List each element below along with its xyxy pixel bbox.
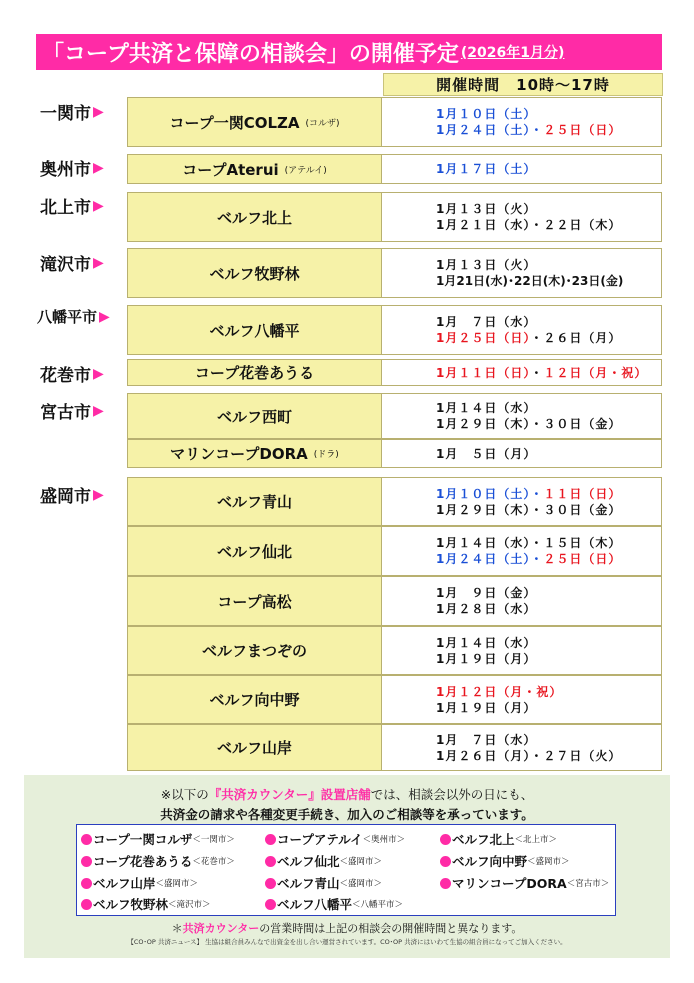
counter-shop: ベルフ青山 ＜盛岡市＞ bbox=[265, 874, 382, 892]
store-dates: 1月１４日（水）・１５日（木） 1月２４日（土）・２５日（日） bbox=[382, 526, 662, 576]
store-name: ベルフ山岸 bbox=[127, 724, 382, 771]
store-dates: 1月１１日（日）・１２日（月・祝） bbox=[382, 359, 662, 386]
store-dates: 1月１３日（火） 1月２１日（水）・２２日（木） bbox=[382, 192, 662, 242]
bullet-dot-icon bbox=[265, 834, 276, 845]
schedule-row bbox=[127, 248, 662, 298]
schedule-row bbox=[127, 439, 662, 468]
schedule-row bbox=[127, 477, 662, 526]
bullet-dot-icon bbox=[81, 899, 92, 910]
note-footer: ＊共済カウンターの営業時間は上記の相談会の開催時間と異なります。 bbox=[171, 922, 523, 935]
store-dates: 1月 ７日（水） 1月２５日（日）・２６日（月） bbox=[382, 305, 662, 355]
bullet-dot-icon bbox=[440, 856, 451, 867]
city-ichinoseki: 一関市 ▶ bbox=[40, 103, 104, 124]
store-name: コープ一関COLZA (コルザ) bbox=[127, 97, 382, 147]
schedule-row bbox=[127, 97, 662, 147]
arrow-icon: ▶ bbox=[93, 254, 104, 271]
store-dates: 1月１２日（月・祝） 1月１９日（月） bbox=[382, 675, 662, 724]
counter-shop-list bbox=[76, 824, 616, 916]
counter-shop: ベルフ向中野 ＜盛岡市＞ bbox=[440, 852, 570, 870]
bullet-dot-icon bbox=[440, 834, 451, 845]
schedule-row bbox=[127, 526, 662, 576]
store-name: コープAterui (アテルイ) bbox=[127, 154, 382, 184]
counter-shop: コープアテルイ ＜奥州市＞ bbox=[265, 830, 405, 848]
city-hanamaki: 花巻市 ▶ bbox=[40, 365, 104, 386]
schedule-row bbox=[127, 359, 662, 386]
store-name: ベルフ西町 bbox=[127, 393, 382, 439]
arrow-icon: ▶ bbox=[99, 308, 110, 325]
schedule-row bbox=[127, 393, 662, 439]
city-takizawa: 滝沢市 ▶ bbox=[40, 254, 104, 275]
schedule-row bbox=[127, 576, 662, 626]
store-name: ベルフ北上 bbox=[127, 192, 382, 242]
hours-header: 開催時間 10時～17時 bbox=[383, 73, 663, 96]
counter-shop: ベルフ北上 ＜北上市＞ bbox=[440, 830, 557, 848]
counter-shop: ベルフ仙北 ＜盛岡市＞ bbox=[265, 852, 382, 870]
store-dates: 1月１０日（土）・１１日（日） 1月２９日（木）・３０日（金） bbox=[382, 477, 662, 526]
city-oshu: 奥州市 ▶ bbox=[40, 159, 104, 180]
counter-shop: マリンコープDORA ＜宮古市＞ bbox=[440, 874, 609, 892]
bullet-dot-icon bbox=[440, 878, 451, 889]
schedule-row bbox=[127, 154, 662, 184]
city-morioka: 盛岡市 ▶ bbox=[40, 486, 104, 507]
bullet-dot-icon bbox=[265, 878, 276, 889]
bullet-dot-icon bbox=[265, 899, 276, 910]
store-name: ベルフまつぞの bbox=[127, 626, 382, 675]
counter-shop: コープ一関コルザ ＜一関市＞ bbox=[81, 830, 235, 848]
counter-shop: ベルフ山岸 ＜盛岡市＞ bbox=[81, 874, 198, 892]
store-dates: 1月１０日（土） 1月２４日（土）・２５日（日） bbox=[382, 97, 662, 147]
note-line-2: 共済金の請求や各種変更手続き、加入のご相談等を承っています。 bbox=[160, 807, 534, 822]
page-subtitle: (2026年1月分) bbox=[460, 45, 565, 61]
source-note: 【CO･OP 共済ニュース】 生協は組合員みんなで出資金を出し合い運営されています。CO･OP 共済にはいわて生協の組合員になってご加入ください。 bbox=[127, 938, 567, 946]
bullet-dot-icon bbox=[81, 834, 92, 845]
store-name: ベルフ仙北 bbox=[127, 526, 382, 576]
schedule-row bbox=[127, 305, 662, 355]
store-name: ベルフ牧野林 bbox=[127, 248, 382, 298]
page-title: 「コープ共済と保障の相談会」の開催予定 bbox=[42, 41, 459, 67]
store-name: コープ高松 bbox=[127, 576, 382, 626]
store-dates: 1月１７日（土） bbox=[382, 154, 662, 184]
store-dates: 1月１４日（水） 1月２９日（木）・３０日（金） bbox=[382, 393, 662, 439]
counter-shop: ベルフ八幡平 ＜八幡平市＞ bbox=[265, 895, 403, 913]
counter-shop: ベルフ牧野林 ＜滝沢市＞ bbox=[81, 895, 211, 913]
store-dates: 1月 ９日（金） 1月２８日（水） bbox=[382, 576, 662, 626]
city-kitakami: 北上市 ▶ bbox=[40, 197, 104, 218]
schedule-row bbox=[127, 626, 662, 675]
note-line-1: ※以下の『共済カウンター』設置店舗では、相談会以外の日にも、 bbox=[160, 787, 534, 802]
store-name: ベルフ向中野 bbox=[127, 675, 382, 724]
store-dates: 1月１４日（水） 1月１９日（月） bbox=[382, 626, 662, 675]
arrow-icon: ▶ bbox=[93, 486, 104, 503]
store-dates: 1月１３日（火） 1月21日(水)･22日(木)･23日(金) bbox=[382, 248, 662, 298]
store-dates: 1月 ７日（水） 1月２６日（月）・２７日（火） bbox=[382, 724, 662, 771]
store-name: ベルフ八幡平 bbox=[127, 305, 382, 355]
schedule-row bbox=[127, 724, 662, 771]
counter-note-box bbox=[24, 775, 670, 958]
arrow-icon: ▶ bbox=[93, 159, 104, 176]
store-name: コープ花巻あうる bbox=[127, 359, 382, 386]
city-miyako: 宮古市 ▶ bbox=[40, 402, 104, 423]
page-title-banner bbox=[36, 34, 662, 70]
store-name: ベルフ青山 bbox=[127, 477, 382, 526]
bullet-dot-icon bbox=[265, 856, 276, 867]
arrow-icon: ▶ bbox=[93, 365, 104, 382]
arrow-icon: ▶ bbox=[93, 402, 104, 419]
schedule-row bbox=[127, 675, 662, 724]
store-dates: 1月 ５日（月） bbox=[382, 439, 662, 468]
store-name: マリンコープDORA (ドラ) bbox=[127, 439, 382, 468]
bullet-dot-icon bbox=[81, 878, 92, 889]
city-hachimantai: 八幡平市 ▶ bbox=[37, 308, 110, 326]
counter-shop: コープ花巻あうる ＜花巻市＞ bbox=[81, 852, 235, 870]
arrow-icon: ▶ bbox=[93, 197, 104, 214]
bullet-dot-icon bbox=[81, 856, 92, 867]
arrow-icon: ▶ bbox=[93, 103, 104, 120]
schedule-row bbox=[127, 192, 662, 242]
